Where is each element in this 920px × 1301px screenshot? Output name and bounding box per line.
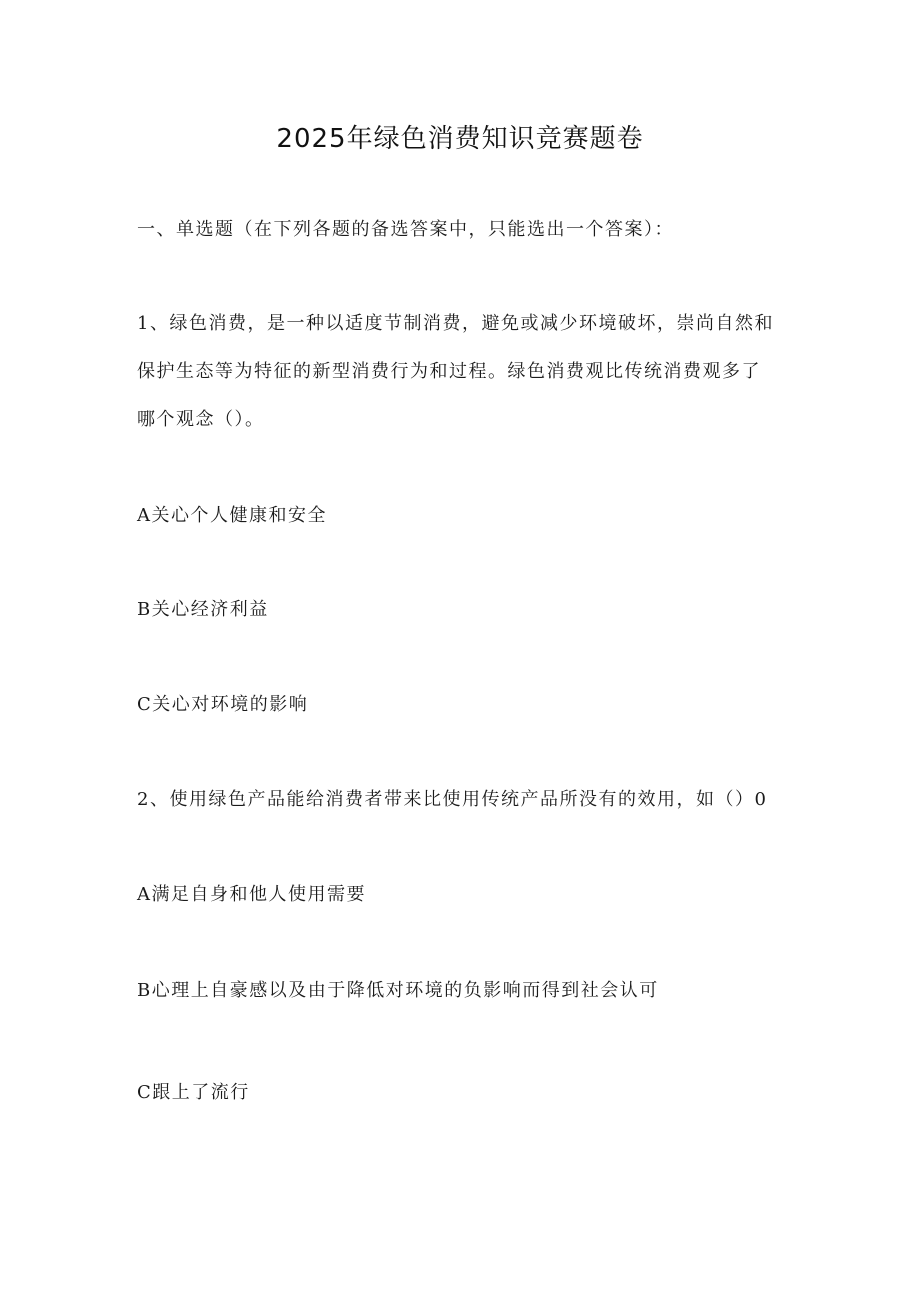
question-2-option-b: B心理上自豪感以及由于降低对环境的负影响而得到社会认可 (137, 980, 659, 1001)
question-1-line-3: 哪个观念（）。 (137, 409, 265, 430)
question-2-option-c: C跟上了流行 (137, 1082, 250, 1103)
question-1-line-1: 1、绿色消费，是一种以适度节制消费，避免或减少环境破坏，崇尚自然和 (137, 313, 774, 334)
section-heading: 一、单选题（在下列各题的备选答案中，只能选出一个答案）： (137, 219, 674, 240)
question-1-option-b: B关心经济利益 (137, 599, 269, 620)
question-2-option-a: A满足自身和他人使用需要 (137, 884, 366, 905)
document-title: 2025年绿色消费知识竞赛题卷 (276, 124, 644, 154)
question-1-line-2: 保护生态等为特征的新型消费行为和过程。绿色消费观比传统消费观多了 (137, 361, 761, 382)
question-2-line-1: 2、使用绿色产品能给消费者带来比使用传统产品所没有的效用，如（）0 (137, 789, 768, 810)
question-1-option-a: A关心个人健康和安全 (137, 505, 327, 526)
question-1-option-c: C关心对环境的影响 (137, 694, 309, 715)
